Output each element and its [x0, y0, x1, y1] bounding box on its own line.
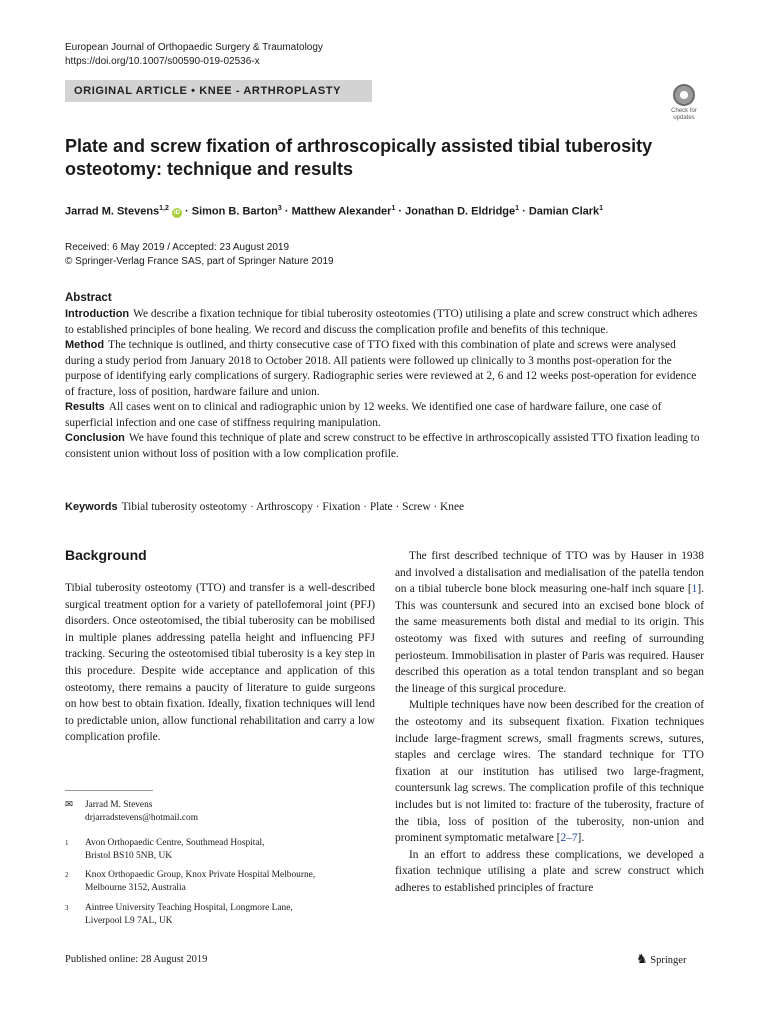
affiliation-line: Bristol BS10 5NB, UK: [85, 850, 172, 861]
contact-email[interactable]: drjarradstevens@hotmail.com: [85, 812, 199, 823]
conclusion-text: We have found this technique of plate and screw construct to be effective in arthroscopically assisted TTO fixation leading to consistent union without loss of position with a low complication profile.: [65, 432, 700, 460]
affiliation-item: [65, 837, 264, 862]
affiliation-line: Avon Orthopaedic Centre, Southmead Hospital,: [85, 838, 265, 848]
published-online: Published online: 28 August 2019: [65, 954, 208, 965]
publisher-name: Springer: [650, 955, 687, 966]
right-paragraph-2: [395, 697, 704, 846]
keywords-label: Keywords: [65, 501, 118, 513]
corresponding-author: [65, 799, 198, 824]
affiliation-number: 1: [65, 839, 69, 847]
author-separator: ·: [281, 205, 292, 218]
affiliation-line: Knox Orthopaedic Group, Knox Private Hospital Melbourne,: [85, 870, 316, 880]
right-column: [395, 548, 704, 896]
keywords-text: Tibial tuberosity osteotomy · Arthroscopy · Fixation · Plate · Screw · Knee: [121, 501, 465, 513]
affiliation-text: [85, 869, 315, 894]
article-title: Plate and screw fixation of arthroscopically assisted tibial tuberosity osteotomy: technique and results: [65, 136, 653, 179]
affiliation-number: 2: [65, 871, 69, 879]
abstract-method: [65, 338, 705, 400]
orcid-icon[interactable]: iD: [173, 209, 180, 216]
affiliation-item: [65, 869, 315, 894]
check-for-updates-button[interactable]: [666, 84, 702, 124]
article-type-badge: ORIGINAL ARTICLE • KNEE - ARTHROPLASTY: [65, 80, 372, 102]
right-paragraph-3: In an effort to address these complications, we developed a fixation technique utilising a plate and screw construct which adheres to established principles of fracture: [395, 848, 704, 894]
author-name[interactable]: Jarrad M. Stevens: [65, 205, 160, 218]
received-accepted: Received: 6 May 2019 / Accepted: 23 August 2019: [65, 242, 290, 253]
author-name[interactable]: Damian Clark: [528, 205, 600, 218]
keywords: [65, 500, 705, 515]
check-updates-icon: [673, 84, 695, 106]
affiliation-text: [85, 837, 264, 862]
publication-dates: [65, 241, 334, 269]
author-name[interactable]: Jonathan D. Eldridge: [405, 205, 516, 218]
citation-link[interactable]: 2–7: [560, 832, 578, 845]
author-separator: ·: [395, 205, 406, 218]
author-affiliation: 1,2: [159, 205, 169, 212]
abstract: [65, 290, 705, 462]
journal-name: European Journal of Orthopaedic Surgery & Traumatology: [65, 42, 323, 53]
results-label: Results: [65, 401, 105, 413]
journal-header: [65, 41, 323, 69]
author-affiliation: 3: [277, 205, 282, 212]
paragraph-text: ].: [577, 832, 585, 845]
paragraph-text: Multiple techniques have now been described for the creation of the osteotomy and its subsequent fixation. Fixation techniques include large-fragment screws, small fragments screws, sutures, staples and cerclage wires. The standard technique for TTO fixation at our institution has utilised two large-fragment, countersunk lag screws. The complication profile of this technique includes but is not limited to: fracture of the tuberosity, fracture of the tibia, loss of position of the tuberosity, non-union and prominent symptomatic metalware [: [395, 699, 704, 845]
background-heading: Background: [65, 547, 147, 563]
author-list: [65, 201, 745, 220]
affiliation-text: [85, 902, 293, 927]
author-affiliation: 1: [599, 205, 604, 212]
affiliation-number: 3: [65, 904, 69, 912]
background-paragraph: Tibial tuberosity osteotomy (TTO) and transfer is a well-described surgical treatment option for a variety of patellofemoral joint (PFJ) disorders. Once osteotomised, the tibial tuberosity can be mobilised in multiple planes addressing patella height and influencing PFJ tracking. Securing the osteotomised tibial tuberosity is a key step in this procedure. Despite wide acceptance and application of this osteotomy, there remains a paucity of literature to guide surgeons on how best to obtain fixation. Ideally, fixation techniques will lend to predictable union, allow functional rehabilitation and carry a low complication profile.: [65, 582, 375, 744]
author-name[interactable]: Simon B. Barton: [191, 205, 278, 218]
conclusion-label: Conclusion: [65, 432, 125, 444]
publisher-logo: [636, 951, 686, 969]
right-paragraph-1: [395, 548, 704, 697]
abstract-results: [65, 400, 705, 431]
check-updates-label: Check for updates: [671, 108, 697, 121]
author-name[interactable]: Matthew Alexander: [291, 205, 392, 218]
footnote-divider: [65, 790, 153, 791]
citation-link[interactable]: 1: [691, 583, 698, 596]
affiliation-item: [65, 902, 293, 927]
envelope-icon: ✉: [65, 800, 73, 810]
author-separator: ·: [519, 205, 529, 218]
introduction-text: We describe a fixation technique for tibial tuberosity osteotomies (TTO) utilising a plate and screw construct which adheres to established principles of bone healing. We record and discuss the complication profile and benefits of this technique.: [65, 308, 698, 336]
abstract-introduction: [65, 307, 705, 338]
doi-link[interactable]: https://doi.org/10.1007/s00590-019-02536-x: [65, 56, 260, 67]
paragraph-text: The first described technique of TTO was by Hauser in 1938 and involved a distalisation and medialisation of the patella tendon on a tibial tubercle bone block measuring one-half inch square [: [395, 550, 704, 596]
introduction-label: Introduction: [65, 308, 130, 320]
author-separator: ·: [181, 205, 192, 218]
author-affiliation: 1: [391, 205, 396, 212]
left-column: [65, 545, 375, 746]
paragraph-text: ]. This was countersunk and secured into an excised bone block of the same measurements both distal and medial to its origin. This osteotomy was fixed with sutures and reefing of surrounding periosteum. Immobilisation in plaster of Paris was required. Hauser described this operation as a total tendon transplant and so began the lineage of this surgical procedure.: [395, 583, 704, 695]
springer-horse-icon: ♞: [636, 951, 648, 966]
affiliation-line: Aintree University Teaching Hospital, Longmore Lane,: [85, 903, 293, 913]
method-text: The technique is outlined, and thirty consecutive case of TTO fixed with this combination of plate and screws were analysed during a study period from January 2018 to October 2018. All patients were followed up clinically to 3 months post-operation for the purpose of identifying early complications of surgery. Radiographic series were reviewed at 2, 6 and 12 weeks post-operation for evidence of fracture, loss of position, hardware failure and union.: [65, 339, 697, 398]
results-text: All cases went on to clinical and radiographic union by 12 weeks. We identified one case of hardware failure, one case of superficial infection and one case of stiffness requiring manipulation.: [65, 401, 662, 429]
author-affiliation: 1: [515, 205, 520, 212]
affiliation-line: Liverpool L9 7AL, UK: [85, 915, 173, 926]
affiliation-line: Melbourne 3152, Australia: [85, 882, 186, 893]
abstract-heading: Abstract: [65, 292, 112, 304]
contact-name: Jarrad M. Stevens: [85, 800, 153, 810]
copyright: © Springer-Verlag France SAS, part of Springer Nature 2019: [65, 256, 334, 267]
abstract-conclusion: [65, 431, 705, 462]
method-label: Method: [65, 339, 105, 351]
